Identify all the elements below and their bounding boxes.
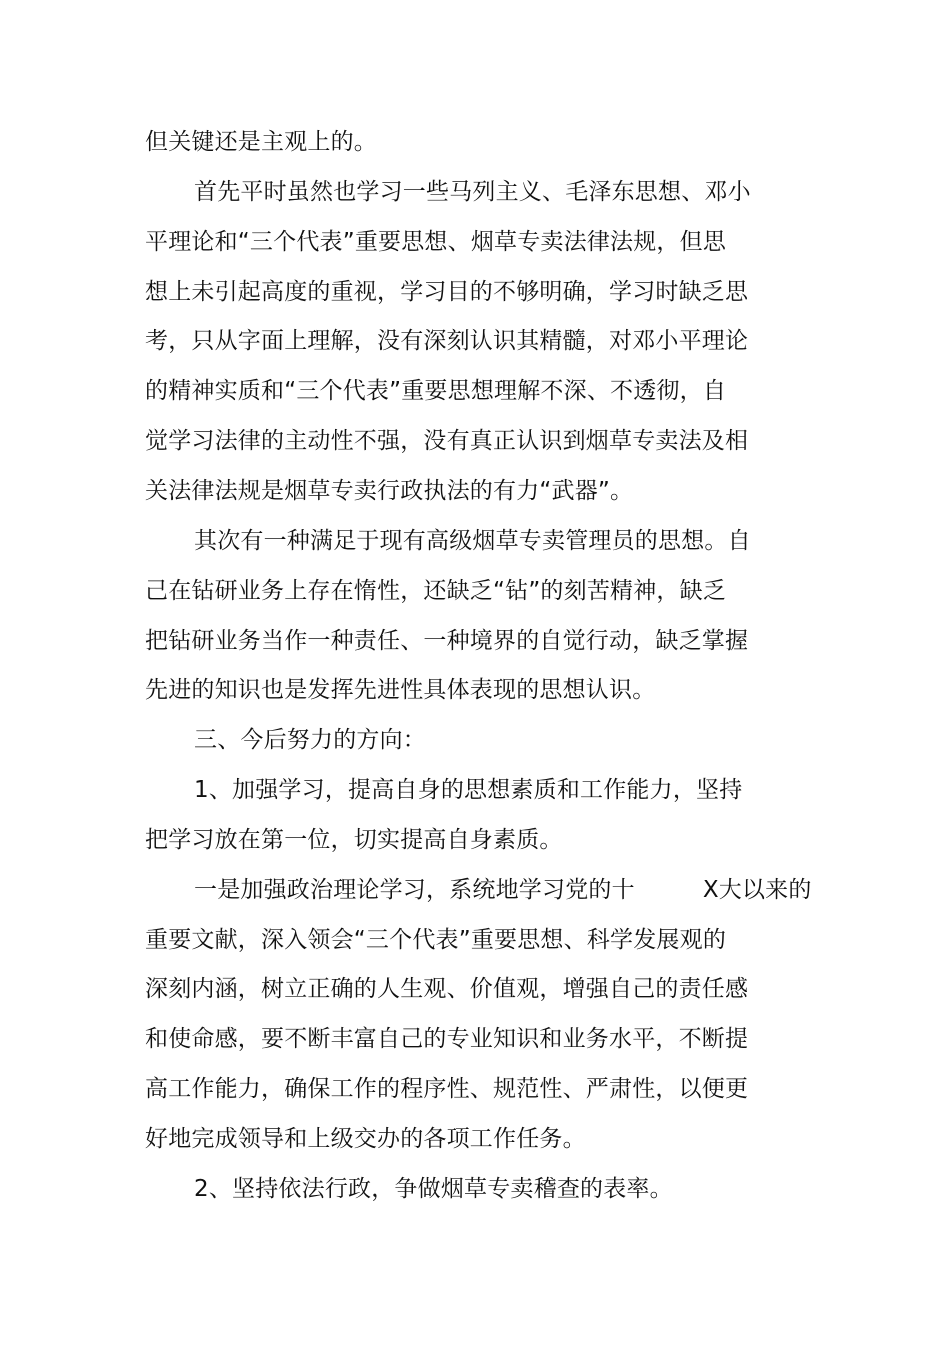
paragraph-line: 深刻内涵，树立正确的人生观、价值观，增强自己的责任感 [145,976,749,1002]
paragraph-line [194,875,812,905]
paragraph-line: 1、加强学习，提高自身的思想素质和工作能力，坚持 [194,777,743,803]
paragraph-line: 重要文献，深入领会“三个代表”重要思想、科学发展观的 [145,927,727,953]
paragraph-line: 的精神实质和“三个代表”重要思想理解不深、不透彻，自 [145,378,727,404]
section-heading: 三、今后努力的方向： [194,727,426,753]
paragraph-line: 觉学习法律的主动性不强，没有真正认识到烟草专卖法及相 [145,428,749,454]
paragraph-line: 想上未引起高度的重视，学习目的不够明确，学习时缺乏思 [145,279,749,305]
paragraph-line: 先进的知识也是发挥先进性具体表现的思想认识。 [145,677,656,703]
paragraph-line: 首先平时虽然也学习一些马列主义、毛泽东思想、邓小 [194,179,751,205]
paragraph-line-part: X大以来的 [702,877,812,903]
paragraph-line: 好地完成领导和上级交办的各项工作任务。 [145,1126,586,1152]
paragraph-line: 考，只从字面上理解，没有深刻认识其精髓，对邓小平理论 [145,328,749,354]
paragraph-line: 但关键还是主观上的。 [145,129,377,155]
paragraph-line: 把学习放在第一位，切实提高自身素质。 [145,827,563,853]
paragraph-line: 其次有一种满足于现有高级烟草专卖管理员的思想。自 [194,528,751,554]
paragraph-line: 关法律法规是烟草专卖行政执法的有力“武器”。 [145,478,634,504]
paragraph-line: 和使命感，要不断丰富自己的专业知识和业务水平，不断提 [145,1026,749,1052]
paragraph-line: 2、坚持依法行政，争做烟草专卖稽查的表率。 [194,1176,673,1202]
paragraph-line: 把钻研业务当作一种责任、一种境界的自觉行动，缺乏掌握 [145,628,749,654]
paragraph-line: 己在钻研业务上存在惰性，还缺乏“钻”的刻苦精神，缺乏 [145,578,727,604]
paragraph-line: 高工作能力，确保工作的程序性、规范性、严肃性，以便更 [145,1076,749,1102]
paragraph-line: 平理论和“三个代表”重要思想、烟草专卖法律法规，但思 [145,229,727,255]
paragraph-line-part: 一是加强政治理论学习，系统地学习党的十 [194,877,635,903]
